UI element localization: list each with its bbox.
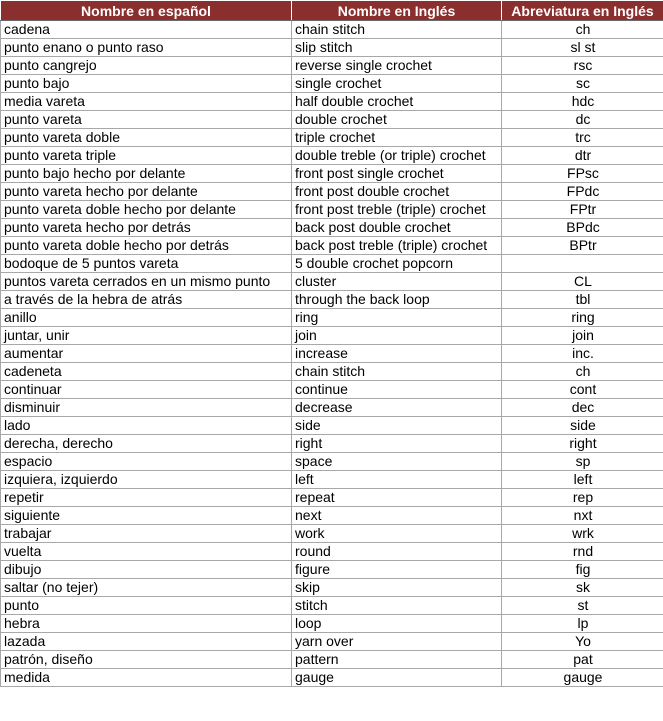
abbreviation-cell: left bbox=[502, 471, 663, 489]
spanish-name-cell: bodoque de 5 puntos vareta bbox=[1, 255, 292, 273]
table-body bbox=[1, 21, 663, 687]
spanish-name-cell: punto bajo hecho por delante bbox=[1, 165, 292, 183]
english-name-cell: back post double crochet bbox=[292, 219, 502, 237]
abbreviation-cell: BPtr bbox=[502, 237, 663, 255]
table-row bbox=[1, 129, 663, 147]
spanish-name-cell: trabajar bbox=[1, 525, 292, 543]
spanish-name-cell: punto vareta hecho por delante bbox=[1, 183, 292, 201]
table-row bbox=[1, 525, 663, 543]
abbreviation-cell: FPsc bbox=[502, 165, 663, 183]
table-row bbox=[1, 363, 663, 381]
english-name-cell: increase bbox=[292, 345, 502, 363]
english-name-cell: loop bbox=[292, 615, 502, 633]
spanish-name-cell: juntar, unir bbox=[1, 327, 292, 345]
table-row bbox=[1, 597, 663, 615]
english-name-cell: chain stitch bbox=[292, 363, 502, 381]
table-row bbox=[1, 165, 663, 183]
table-row bbox=[1, 255, 663, 273]
table-row bbox=[1, 651, 663, 669]
abbreviation-cell: FPtr bbox=[502, 201, 663, 219]
spanish-name-cell: punto vareta doble bbox=[1, 129, 292, 147]
english-name-cell: side bbox=[292, 417, 502, 435]
table-row bbox=[1, 669, 663, 687]
english-name-cell: skip bbox=[292, 579, 502, 597]
table-row bbox=[1, 615, 663, 633]
spanish-name-cell: aumentar bbox=[1, 345, 292, 363]
english-name-cell: slip stitch bbox=[292, 39, 502, 57]
spanish-name-cell: saltar (no tejer) bbox=[1, 579, 292, 597]
abbreviation-cell: fig bbox=[502, 561, 663, 579]
table-row bbox=[1, 561, 663, 579]
spanish-name-cell: siguiente bbox=[1, 507, 292, 525]
abbreviation-cell bbox=[502, 255, 663, 273]
table-row bbox=[1, 75, 663, 93]
abbreviation-cell: inc. bbox=[502, 345, 663, 363]
table-row bbox=[1, 21, 663, 39]
table-row bbox=[1, 309, 663, 327]
abbreviation-cell: rep bbox=[502, 489, 663, 507]
table-row bbox=[1, 93, 663, 111]
spanish-name-cell: derecha, derecho bbox=[1, 435, 292, 453]
english-name-cell: left bbox=[292, 471, 502, 489]
english-name-cell: 5 double crochet popcorn bbox=[292, 255, 502, 273]
table-row bbox=[1, 435, 663, 453]
english-name-cell: stitch bbox=[292, 597, 502, 615]
table-row bbox=[1, 417, 663, 435]
english-name-cell: front post single crochet bbox=[292, 165, 502, 183]
abbreviation-cell: side bbox=[502, 417, 663, 435]
table-row bbox=[1, 183, 663, 201]
table-header bbox=[1, 1, 663, 21]
english-name-cell: single crochet bbox=[292, 75, 502, 93]
table-row bbox=[1, 111, 663, 129]
english-name-cell: ring bbox=[292, 309, 502, 327]
table-row bbox=[1, 291, 663, 309]
abbreviation-cell: right bbox=[502, 435, 663, 453]
abbreviation-cell: join bbox=[502, 327, 663, 345]
table-row bbox=[1, 219, 663, 237]
table-row bbox=[1, 273, 663, 291]
english-name-cell: double crochet bbox=[292, 111, 502, 129]
table-row bbox=[1, 633, 663, 651]
spanish-name-cell: continuar bbox=[1, 381, 292, 399]
spanish-name-cell: patrón, diseño bbox=[1, 651, 292, 669]
table-row bbox=[1, 579, 663, 597]
english-name-cell: join bbox=[292, 327, 502, 345]
table-row bbox=[1, 237, 663, 255]
spanish-name-cell: punto vareta bbox=[1, 111, 292, 129]
english-name-cell: through the back loop bbox=[292, 291, 502, 309]
abbreviation-cell: lp bbox=[502, 615, 663, 633]
abbreviation-cell: gauge bbox=[502, 669, 663, 687]
english-name-cell: figure bbox=[292, 561, 502, 579]
abbreviation-cell: nxt bbox=[502, 507, 663, 525]
english-name-cell: front post treble (triple) crochet bbox=[292, 201, 502, 219]
abbreviation-cell: ch bbox=[502, 363, 663, 381]
english-name-cell: space bbox=[292, 453, 502, 471]
table-row bbox=[1, 489, 663, 507]
spanish-name-cell: punto enano o punto raso bbox=[1, 39, 292, 57]
abbreviation-cell: cont bbox=[502, 381, 663, 399]
english-name-cell: back post treble (triple) crochet bbox=[292, 237, 502, 255]
english-name-cell: decrease bbox=[292, 399, 502, 417]
english-name-cell: next bbox=[292, 507, 502, 525]
abbreviation-cell: BPdc bbox=[502, 219, 663, 237]
english-name-cell: front post double crochet bbox=[292, 183, 502, 201]
spanish-name-cell: punto bajo bbox=[1, 75, 292, 93]
table-row bbox=[1, 453, 663, 471]
table-row bbox=[1, 147, 663, 165]
table-row bbox=[1, 471, 663, 489]
table-row bbox=[1, 507, 663, 525]
spanish-name-cell: lazada bbox=[1, 633, 292, 651]
abbreviation-cell: dtr bbox=[502, 147, 663, 165]
spanish-name-cell: punto vareta triple bbox=[1, 147, 292, 165]
spanish-name-cell: a través de la hebra de atrás bbox=[1, 291, 292, 309]
abbreviation-cell: sc bbox=[502, 75, 663, 93]
spanish-name-cell: anillo bbox=[1, 309, 292, 327]
english-name-cell: right bbox=[292, 435, 502, 453]
header-english-name: Nombre en Inglés bbox=[292, 1, 502, 21]
english-name-cell: repeat bbox=[292, 489, 502, 507]
table-row bbox=[1, 327, 663, 345]
spanish-name-cell: cadena bbox=[1, 21, 292, 39]
english-name-cell: work bbox=[292, 525, 502, 543]
table-row bbox=[1, 399, 663, 417]
spanish-name-cell: cadeneta bbox=[1, 363, 292, 381]
abbreviation-cell: sl st bbox=[502, 39, 663, 57]
spanish-name-cell: vuelta bbox=[1, 543, 292, 561]
spanish-name-cell: puntos vareta cerrados en un mismo punto bbox=[1, 273, 292, 291]
abbreviation-cell: rnd bbox=[502, 543, 663, 561]
abbreviation-cell: dec bbox=[502, 399, 663, 417]
table-row bbox=[1, 57, 663, 75]
english-name-cell: reverse single crochet bbox=[292, 57, 502, 75]
spanish-name-cell: punto bbox=[1, 597, 292, 615]
english-name-cell: triple crochet bbox=[292, 129, 502, 147]
abbreviation-cell: hdc bbox=[502, 93, 663, 111]
abbreviation-cell: trc bbox=[502, 129, 663, 147]
spanish-name-cell: punto vareta hecho por detrás bbox=[1, 219, 292, 237]
english-name-cell: pattern bbox=[292, 651, 502, 669]
abbreviation-cell: wrk bbox=[502, 525, 663, 543]
abbreviation-cell: dc bbox=[502, 111, 663, 129]
spanish-name-cell: espacio bbox=[1, 453, 292, 471]
spanish-name-cell: repetir bbox=[1, 489, 292, 507]
abbreviation-cell: pat bbox=[502, 651, 663, 669]
table-row bbox=[1, 345, 663, 363]
table-row bbox=[1, 381, 663, 399]
spanish-name-cell: punto vareta doble hecho por delante bbox=[1, 201, 292, 219]
spanish-name-cell: lado bbox=[1, 417, 292, 435]
table-row bbox=[1, 543, 663, 561]
table-row bbox=[1, 39, 663, 57]
spanish-name-cell: punto vareta doble hecho por detrás bbox=[1, 237, 292, 255]
abbreviation-cell: sk bbox=[502, 579, 663, 597]
header-row bbox=[1, 1, 663, 21]
english-name-cell: yarn over bbox=[292, 633, 502, 651]
english-name-cell: continue bbox=[292, 381, 502, 399]
header-english-abbreviation: Abreviatura en Inglés bbox=[502, 1, 663, 21]
spanish-name-cell: disminuir bbox=[1, 399, 292, 417]
spanish-name-cell: punto cangrejo bbox=[1, 57, 292, 75]
spanish-name-cell: medida bbox=[1, 669, 292, 687]
english-name-cell: gauge bbox=[292, 669, 502, 687]
english-name-cell: cluster bbox=[292, 273, 502, 291]
abbreviation-cell: st bbox=[502, 597, 663, 615]
abbreviation-cell: CL bbox=[502, 273, 663, 291]
english-name-cell: chain stitch bbox=[292, 21, 502, 39]
abbreviation-cell: Yo bbox=[502, 633, 663, 651]
spanish-name-cell: hebra bbox=[1, 615, 292, 633]
abbreviation-cell: ch bbox=[502, 21, 663, 39]
header-spanish-name: Nombre en español bbox=[1, 1, 292, 21]
abbreviation-cell: rsc bbox=[502, 57, 663, 75]
spanish-name-cell: media vareta bbox=[1, 93, 292, 111]
table-row bbox=[1, 201, 663, 219]
english-name-cell: round bbox=[292, 543, 502, 561]
abbreviation-cell: sp bbox=[502, 453, 663, 471]
abbreviation-cell: ring bbox=[502, 309, 663, 327]
spanish-name-cell: dibujo bbox=[1, 561, 292, 579]
english-name-cell: half double crochet bbox=[292, 93, 502, 111]
abbreviation-cell: tbl bbox=[502, 291, 663, 309]
spanish-name-cell: izquiera, izquierdo bbox=[1, 471, 292, 489]
abbreviation-cell: FPdc bbox=[502, 183, 663, 201]
english-name-cell: double treble (or triple) crochet bbox=[292, 147, 502, 165]
